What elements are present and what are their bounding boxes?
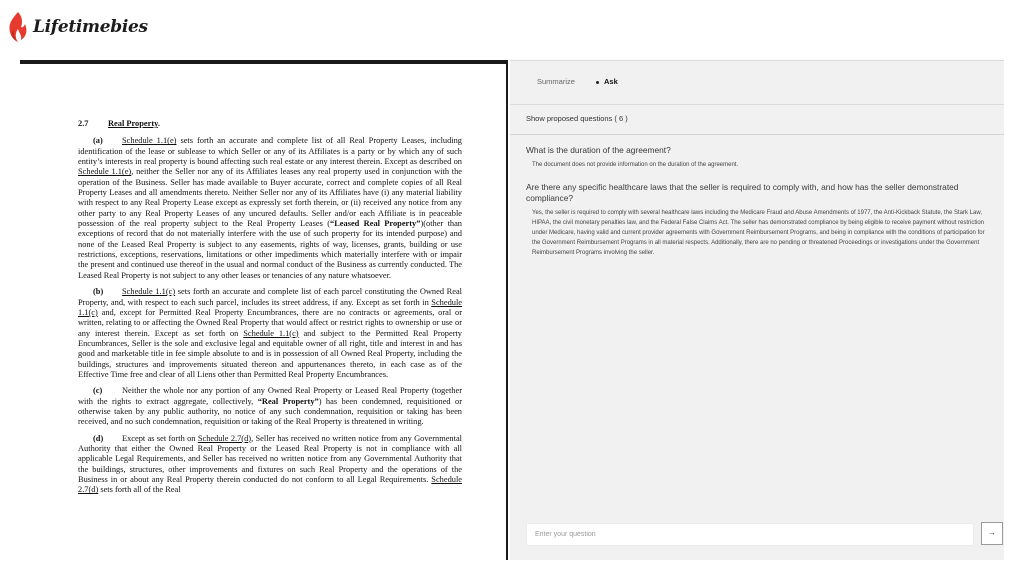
answer-text: Yes, the seller is required to comply with several healthcare laws including the Medicare Fraud and Abuse Amendments of 1977, the Anti-Kickback Statute, the Stark Law, HIPAA, the civil monetary penalties law, and the Federal False Claims Act. The seller has demonstrated compliance by being eligible to receive payment without restriction under Medicare, having valid and current provider agreements with Government Reimbursement Programs, and being in compliance with the conditions of participation for the Government Reimbursement Programs in all material respects. Additionally, there are no pending or threatened Proceedings or investigations under the Government Reimbursement Programs involving the seller.: [532, 210, 985, 256]
section-heading: 2.7 Real Property.: [78, 119, 160, 128]
arrow-right-icon: →: [988, 528, 996, 537]
paragraph-label: (b): [93, 287, 104, 297]
paragraph-label: (a): [93, 136, 103, 146]
tab-summarize[interactable]: Summarize: [537, 77, 575, 86]
schedule-ref[interactable]: Schedule 2.7(d): [197, 433, 252, 443]
schedule-ref[interactable]: Schedule 1.1(c): [78, 297, 462, 317]
schedule-ref[interactable]: Schedule 1.1(c): [243, 328, 299, 338]
flame-logo-icon: [6, 11, 30, 43]
brand-logo: [6, 10, 148, 44]
schedule-ref[interactable]: Schedule 1.1(c): [122, 287, 176, 297]
document-page: [78, 119, 462, 502]
defined-term: “Leased Real Property”: [330, 219, 421, 229]
send-button[interactable]: [981, 522, 1003, 545]
question-text: What is the duration of the agreement?: [526, 145, 671, 155]
section-title: Real Property: [108, 119, 158, 128]
show-proposed-questions-button[interactable]: Show proposed questions ( 6 ): [526, 114, 628, 123]
paragraph-a: (a) Schedule 1.1(e) sets forth an accurate and complete list of all Real Property Leases, including identification of the lease or sublease to which Seller or any of its Affiliates is a party or by which any of such entity’s interests in real property is bound affecting such real estate or any interest therein. Except as described on Schedule 1.1(e), neither the Seller nor any of its Affiliates leases any real property used in conjunction with the operation of the Business. Seller has made available to Buyer accurate, correct and complete copies of all Real Property Leases and all amendments thereto. Neither Seller nor any of its Affiliates have (i) any material liability with respect to any Real Property Lease except as expressly set forth therein, or (ii) received any notice from any other party to any Real Property Leases of any uncured defaults. Seller and/or each Affiliate is in peaceable possession of the real property subject to the Real Property Leases (“Leased Real Property”)(other than exceptions of record that do not materially interfere with the use of such property for its intended purpose) and none of the Leased Real Property is subject to any easements, rights of way, licenses, grants, building or use restrictions, exceptions, reservations, limitations or other impediments which materially interfere with or impair the present and continued use thereof in the usual and normal conduct of the Business as currently conducted. The Leased Real Property is not subject to any other leases or tenancies of any nature whatsoever.: [78, 136, 462, 280]
paragraph-b: (b) Schedule 1.1(c) sets forth an accurate and complete list of each parcel constituting the Owned Real Property, and, with respect to each such parcel, includes its street address, if any. Except as set forth in Schedule 1.1(c) and, except for Permitted Real Property Encumbrances, there are no contracts or agreements, oral or written, relating to or affecting the Owned Real Property that would affect or restrict rights to ownership or use or any interest therein. Except as set forth on Schedule 1.1(c) and subject to the Permitted Real Property Encumbrances, Seller is the sole and exclusive legal and equitable owner of all right, title and interest in and has good and marketable title in fee simple absolute to and is in possession of all Owned Real Property, including the buildings, structures and improvements situated thereon and appurtenances thereto, in each case as of the Effective Time free and clear of all Liens other than Permitted Real Property Encumbrances.: [78, 287, 463, 379]
qa-thread: [526, 145, 992, 270]
tab-ask[interactable]: [596, 77, 618, 86]
paragraph-label: (d): [93, 433, 104, 443]
paragraph-c: (c) Neither the whole nor any portion of any Owned Real Property or Leased Real Property (together with the rights to extract aggregate, collectively, “Real Property”) has been condemned, requisitioned or otherwise taken by any public authority, no notice of any such condemnation, requisition or taking has been received, and no such condemnation, requisition or taking of the Real Property is threatened in writing.: [78, 386, 462, 427]
panel-tabs: [510, 61, 1004, 105]
schedule-ref[interactable]: Schedule 1.1(e): [122, 136, 177, 146]
ai-side-panel: [510, 60, 1004, 560]
defined-term: “Real Property”: [257, 396, 319, 406]
active-dot-icon: [596, 81, 599, 84]
question-input[interactable]: [526, 523, 974, 546]
section-number: 2.7: [78, 119, 89, 128]
tab-ask-label: Ask: [604, 77, 618, 86]
paragraph-d: (d) Except as set forth on Schedule 2.7(d), Seller has received no written notice from any Governmental Authority that either the Owned Real Property or the Leased Real Property is not in compliance with all applicable Legal Requirements, and Seller has received no written notice from any Governmental Authority that the buildings, structures, other improvements and fixtures on such Real Property and the operations of the Business in or about any Real Property therein conducted do not conform to all Legal Requirements. Schedule 2.7(d) sets forth all of the Real: [78, 433, 462, 495]
schedule-ref[interactable]: Schedule 2.7(d): [78, 475, 462, 495]
paragraph-label: (c): [93, 386, 103, 396]
proposed-questions-bar: [510, 104, 1004, 135]
document-viewer[interactable]: [20, 60, 508, 560]
question-text: Are there any specific healthcare laws that the seller is required to comply with, and how has the seller demonstrated compliance?: [526, 182, 959, 203]
answer-text: The document does not provide information on the duration of the agreement.: [532, 162, 739, 168]
brand-name: Lifetimebies: [33, 17, 148, 37]
schedule-ref[interactable]: Schedule 1.1(e): [78, 167, 132, 177]
